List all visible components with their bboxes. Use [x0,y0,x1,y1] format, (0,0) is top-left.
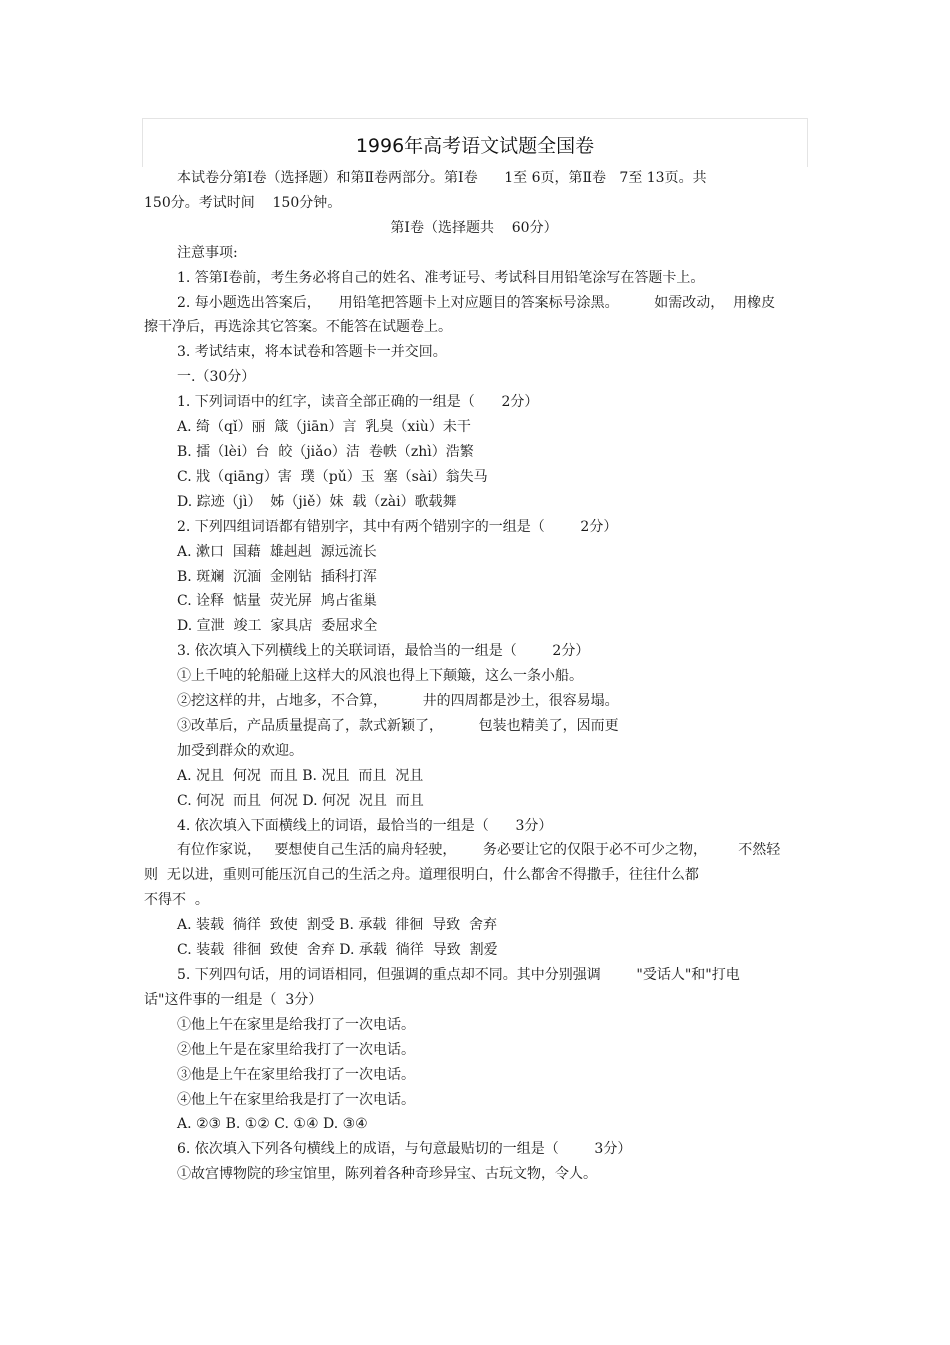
question-stem: 2. 下列四组词语都有错别字，其中有两个错别字的一组是（ 2分） [177,518,618,535]
option-b: B. 斑斓 沉湎 金刚钻 插科打浑 [177,568,377,585]
option-a: A. 绮（qǐ）丽 箴（jiān）言 乳臭（xiù）未干 [177,419,471,436]
intro-line: 150分。考试时间 150分钟。 [144,194,342,211]
options-ab: A. 况且 何况 而且 B. 况且 而且 况且 [177,767,424,784]
options-cd: C. 何况 而且 何况 D. 何况 况且 而且 [177,792,424,809]
intro-line: 本试卷分第Ⅰ卷（选择题）和第Ⅱ卷两部分。第Ⅰ卷 1至 6页，第Ⅱ卷 7至 13页。共 [177,170,707,186]
question-stem: 4. 依次填入下面横线上的词语，最恰当的一组是（ 3分） [177,817,553,834]
sentence: ②他上午是在家里给我打了一次电话。 [177,1041,415,1058]
question-stem: 6. 依次填入下列各句横线上的成语，与句意最贴切的一组是（ 3分） [177,1141,632,1158]
notes-heading: 注意事项: [177,244,238,261]
option-c: C. 诠释 惦量 荧光屏 鸠占雀巢 [177,593,377,610]
options-cd: C. 装载 徘徊 致使 舍弃 D. 承载 徜徉 导致 割爱 [177,942,498,959]
option-d: D. 宣泄 竣工 家具店 委屈求全 [177,618,378,635]
sentence: ③他是上午在家里给我打了一次电话。 [177,1066,415,1083]
note-item: 3. 考试结束，将本试卷和答题卡一并交回。 [177,344,447,361]
sentence: ②挖这样的井，占地多，不合算， 井的四周都是沙土，很容易塌。 [177,693,619,710]
sentence-continued: 加受到群众的欢迎。 [177,742,303,759]
sentence: ③改革后，产品质量提高了，款式新颖了， 包装也精美了，因而更 [177,717,619,734]
option-b: B. 擂（lèi）台 皎（jiǎo）洁 卷帙（zhì）浩繁 [177,443,474,460]
question-stem: 5. 下列四句话，用的词语相同，但强调的重点却不同。其中分别强调 "受话人"和"打电 [177,967,740,983]
sentence: ④他上午在家里给我是打了一次电话。 [177,1091,415,1108]
option-d: D. 踪迹（jì） 姊（jiě）妹 载（zài）歌载舞 [177,493,457,510]
section-heading: 第Ⅰ卷（选择题共 60分） [390,219,558,236]
question-stem: 3. 依次填入下列横线上的关联词语，最恰当的一组是（ 2分） [177,643,590,660]
passage-line: 有位作家说， 要想使自己生活的扁舟轻驶， 务必要让它的仅限于必不可少之物， 不然轻 [177,842,781,859]
option-a: A. 漱口 国藉 雄赳赳 源远流长 [177,543,377,560]
question-stem: 1. 下列词语中的红字，读音全部正确的一组是（ 2分） [177,394,539,411]
part-heading: 一.（30分） [177,369,256,386]
options: A. ②③ B. ①② C. ①④ D. ③④ [177,1116,368,1133]
note-item: 1. 答第Ⅰ卷前，考生务必将自己的姓名、准考证号、考试科目用铅笔涂写在答题卡上。 [177,269,705,286]
passage-line: 不得不 。 [144,892,209,909]
exam-content [144,166,804,1187]
page-title: 1996年高考语文试题全国卷 [355,135,595,157]
sentence: ①故宫博物院的珍宝馆里，陈列着各种奇珍异宝、古玩文物，令人。 [177,1166,597,1183]
passage-line: 则 无以进，重则可能压沉自己的生活之舟。道理很明白，什么都舍不得撒手，往往什么都 [144,867,699,884]
question-stem-continued: 话"这件事的一组是（ 3分） [144,991,323,1008]
note-item-continued: 擦干净后，再选涂其它答案。不能答在试题卷上。 [144,319,452,336]
note-item: 2. 每小题选出答案后， 用铅笔把答题卡上对应题目的答案标号涂黑。 如需改动， 用橡皮 [177,294,776,311]
option-c: C. 戕（qiānɡ）害 璞（pǔ）玉 塞（sài）翁失马 [177,468,488,485]
title-frame [142,118,808,167]
options-ab: A. 装载 徜徉 致使 割受 B. 承载 徘徊 导致 舍弃 [177,917,498,934]
sentence: ①他上午在家里是给我打了一次电话。 [177,1016,415,1033]
sentence: ①上千吨的轮船碰上这样大的风浪也得上下颠簸，这么一条小船。 [177,668,583,685]
